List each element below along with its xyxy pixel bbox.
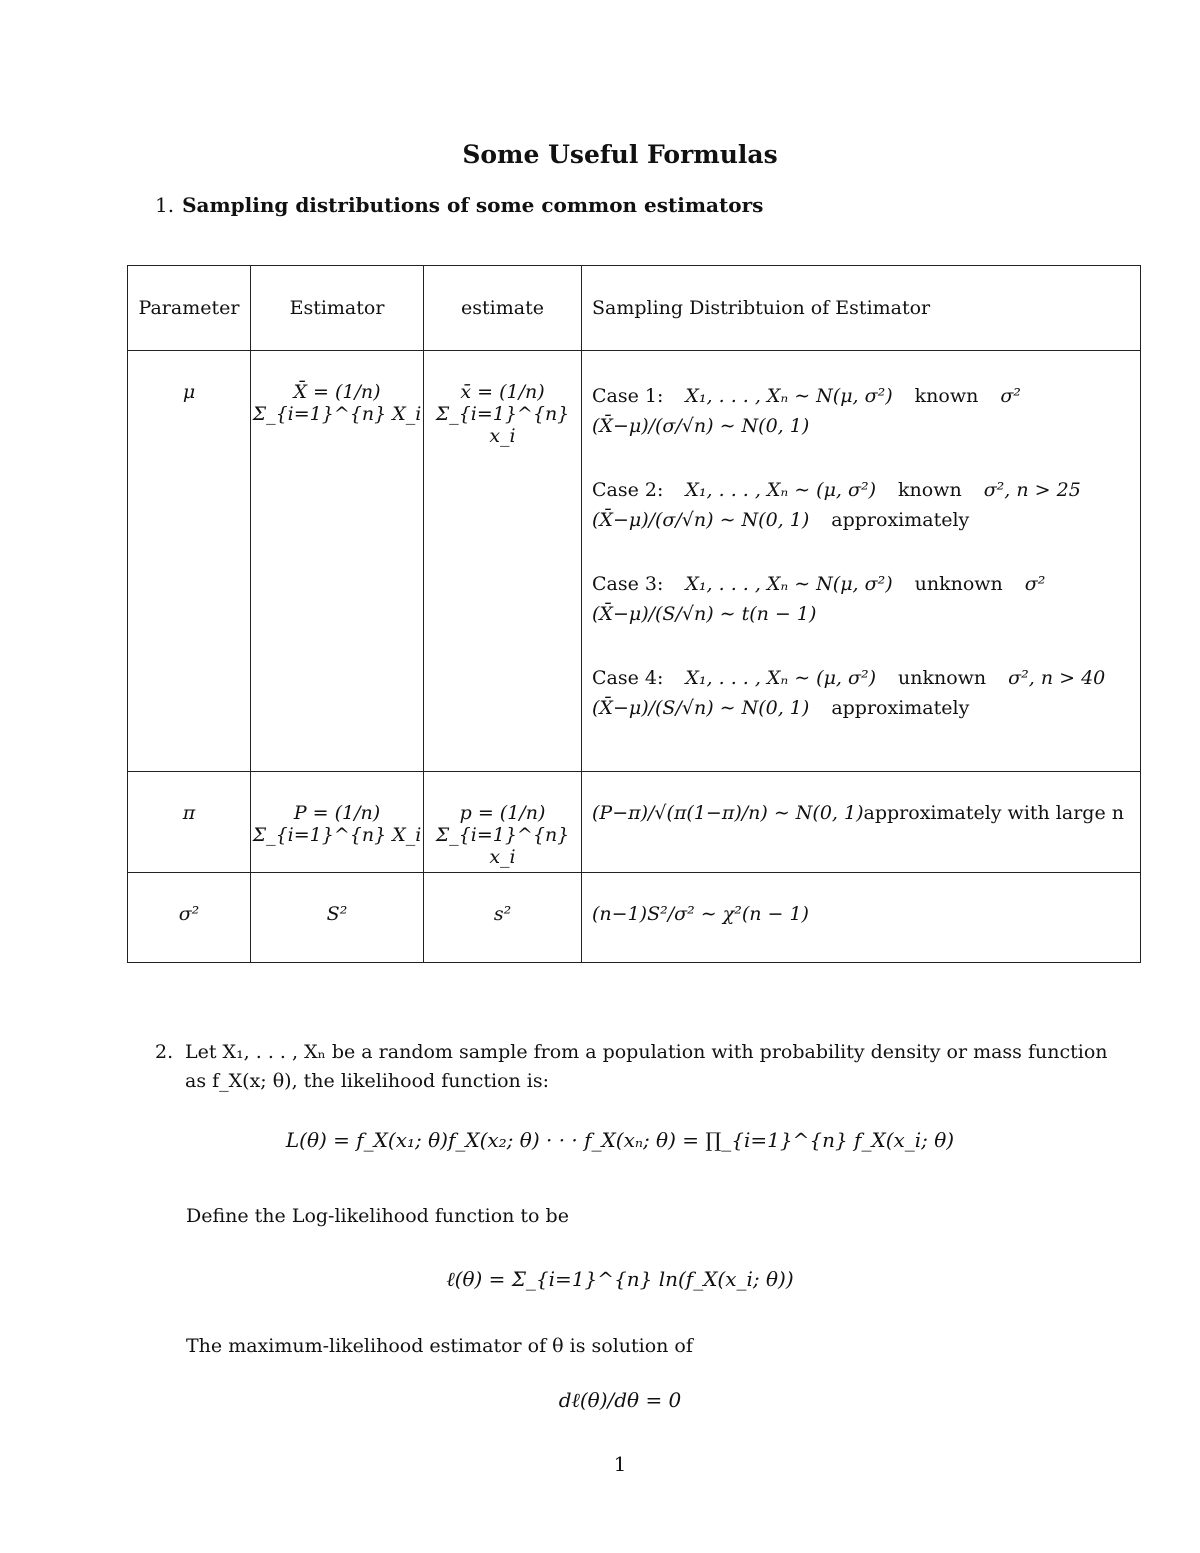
- estimate-sigma: s²: [493, 903, 512, 925]
- distribution-sigma: (n−1)S²/σ² ∼ χ²(n − 1): [592, 903, 809, 925]
- case-cond: known: [898, 479, 962, 501]
- likelihood-equation: L(θ) = f_X(x₁; θ)f_X(x₂; θ) · · · f_X(xₙ; θ) = ∏_{i=1}^{n} f_X(x_i; θ): [285, 1128, 955, 1152]
- case-model: X₁, . . . , Xₙ ∼ N(μ, σ²): [685, 573, 893, 595]
- estimator-sigma: S²: [326, 903, 348, 925]
- header-estimate: estimate: [424, 266, 582, 351]
- section-2: [155, 1038, 1115, 1096]
- case-param: σ², n > 40: [1008, 667, 1106, 689]
- case-stat: (X̄−μ)/(σ/√n) ∼ N(0, 1): [592, 509, 810, 531]
- section-1-heading: [155, 193, 763, 217]
- case-model: X₁, . . . , Xₙ ∼ N(μ, σ²): [685, 385, 893, 407]
- case-2: [592, 475, 1140, 535]
- page-title: Some Useful Formulas: [462, 140, 778, 169]
- mu-cases: [592, 351, 1140, 723]
- case-label: Case 1:: [592, 385, 664, 407]
- mle-text: The maximum-likelihood estimator of θ is solution of: [186, 1335, 693, 1357]
- loglik-equation: ℓ(θ) = Σ_{i=1}^{n} ln(f_X(x_i; θ)): [446, 1267, 794, 1291]
- define-loglik-text: Define the Log-likelihood function to be: [186, 1205, 569, 1227]
- param-mu: μ: [182, 381, 196, 403]
- section-number: 1.: [155, 193, 175, 217]
- case-model: X₁, . . . , Xₙ ∼ (μ, σ²): [685, 479, 876, 501]
- case-label: Case 2:: [592, 479, 664, 501]
- section-2-text: Let X₁, . . . , Xₙ be a random sample from a population with probability density or mass function as f_X(x; θ), the likelihood function is:: [185, 1041, 1108, 1092]
- header-parameter: Parameter: [128, 266, 251, 351]
- score-equation: dℓ(θ)/dθ = 0: [558, 1388, 682, 1412]
- case-cond: unknown: [914, 573, 1003, 595]
- estimate-pi: p = (1/n) Σ_{i=1}^{n} x_i: [435, 802, 570, 868]
- case-1: [592, 381, 1140, 441]
- header-distribution: Sampling Distribtuion of Estimator: [582, 266, 1141, 351]
- header-estimator: Estimator: [251, 266, 424, 351]
- case-3: [592, 569, 1140, 629]
- case-param: σ², n > 25: [983, 479, 1081, 501]
- case-param: σ²: [1000, 385, 1021, 407]
- case-param: σ²: [1024, 573, 1046, 595]
- case-4: [592, 663, 1140, 723]
- distribution-pi: (P−π)/√(π(1−π)/n) ∼ N(0, 1): [592, 802, 864, 824]
- distribution-pi-note: approximately with large n: [863, 802, 1124, 824]
- case-note: approximately: [831, 509, 970, 531]
- estimate-mu: x̄ = (1/n) Σ_{i=1}^{n} x_i: [435, 381, 570, 447]
- param-pi: π: [182, 802, 196, 824]
- case-cond: unknown: [898, 667, 987, 689]
- case-cond: known: [914, 385, 979, 407]
- section-heading-text: Sampling distributions of some common estimators: [182, 193, 764, 217]
- case-label: Case 4:: [592, 667, 664, 689]
- case-stat: (X̄−μ)/(σ/√n) ∼ N(0, 1): [592, 415, 810, 437]
- table-row-mu: [128, 351, 1141, 772]
- section-2-number: 2.: [155, 1041, 174, 1063]
- case-stat: (X̄−μ)/(S/√n) ∼ t(n − 1): [592, 603, 817, 625]
- case-model: X₁, . . . , Xₙ ∼ (μ, σ²): [685, 667, 876, 689]
- table-header-row: [128, 266, 1141, 351]
- page-number: 1: [613, 1452, 627, 1476]
- estimator-mu: X̄ = (1/n) Σ_{i=1}^{n} X_i: [252, 381, 422, 425]
- formula-table: [127, 265, 1141, 963]
- param-sigma: σ²: [178, 903, 200, 925]
- table-row-pi: [128, 772, 1141, 873]
- table-row-sigma: [128, 873, 1141, 963]
- case-stat: (X̄−μ)/(S/√n) ∼ N(0, 1): [592, 697, 810, 719]
- case-label: Case 3:: [592, 573, 664, 595]
- estimator-pi: P = (1/n) Σ_{i=1}^{n} X_i: [252, 802, 422, 846]
- case-note: approximately: [831, 697, 970, 719]
